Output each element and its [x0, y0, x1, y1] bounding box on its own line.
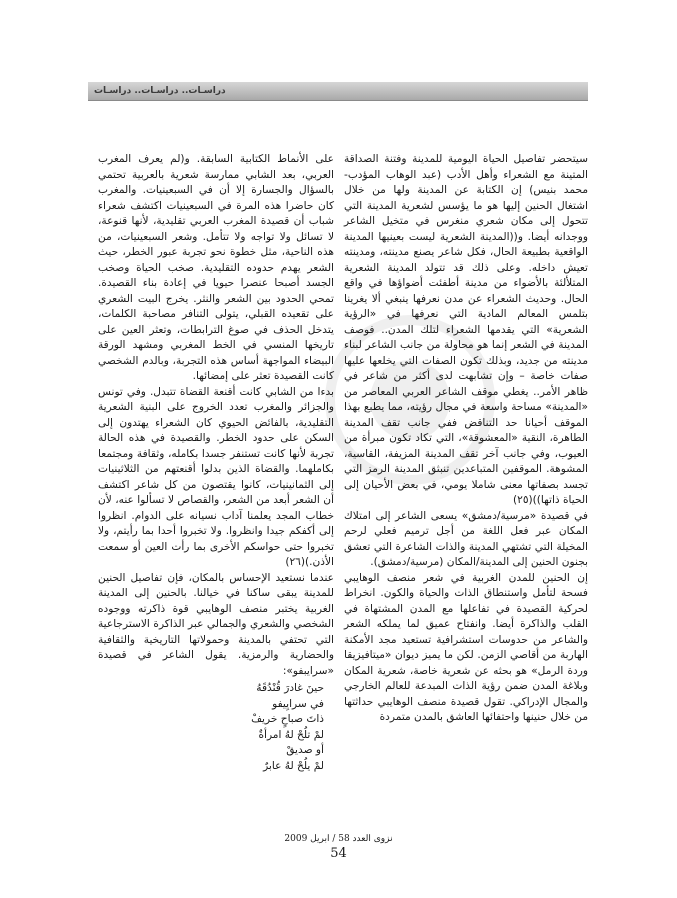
section-header-bar [88, 82, 588, 101]
page-number: 54 [330, 846, 347, 861]
poem-line: ذاتَ صباحٍ خريفْ [251, 713, 324, 725]
poem-line: حينَ غادرَ قُنْدُقَهُ [256, 682, 324, 694]
paragraph: سيتحضر تفاصيل الحياة اليومية للمدينة وفتنة الصداقة المتينة مع الشعراء وأهل الأدب (عبد الوهاب المؤدب- محمد بنيس) إن الكتابة عن المدينة ولها من خلال اشتغال الحنين إليها هو ما يؤسس لشعرية المدينة التي تتحول إلى مكان شعري منغرس في متخيل الشاعر ووجدانه أيضا. و((المدينة الشعرية ليست بعينيها المدينة الواقعية بطبيعة الحال، فكل شاعر يصنع مدينته، ومدينته تعيش داخله. وعلى ذلك قد تتولد المدينة الشعرية المتلألئة بالأضواء من مدينة أطفئت أضواؤها في واقع الحال. وحديث الشعراء عن مدن نعرفها ينبغي ألا يغرينا بتلمس المعالم المادية التي نعرفها في «الرؤية الشعرية» التي يقدمها الشعراء لتلك المدن.. فوصف المدينة في الشعر إنما هو محاولة من جانب الشاعر لبناء مدينته من جديد، وبذلك تكون الصفات التي يخلعها عليها صفات خاصة – وإن تشابهت لدى أكثر من شاعر في ظاهر الأمر.. يغطي موقف الشاعر العربي المعاصر من «المدينة» مساحة واسعة في مجال رؤيته، مما يطبع بهذا الموقف أحيانا حد التناقض ففي جانب تقف المدينة الطاهرة، النقية «المعشوقة»، التي تكاد تكون مبرأة من العيوب، وفي جانب آخر تقف المدينة المزيفة، القاسية، المشوهة. الموقفين المتباعدين تنبثق المدينة الرمز التي تجسد بصفاتها معنى شاملا يومي، في بعض الأحيان إلى الحياة ذاتها))(٢٥) [344, 153, 588, 506]
poem-line: لمْ يلُحْ لهُ عابرٌ [263, 759, 324, 772]
article-column-right [344, 152, 588, 726]
paragraph: في قصيدة «مرسية/دمشق» يسعى الشاعر إلى امتلاك المكان عبر فعل اللغة من أجل ترميم فعلي لرحم المخيلة التي تشتهي المدينة والذات الشاعرة التي تعشق بجنون الحنين إلى المدينة/المكان (مرسية/دمشق). [344, 509, 588, 568]
poem-excerpt [98, 681, 334, 774]
poem-line: أو صديقْ [286, 744, 324, 756]
section-label: دراسـات.. دراسـات.. دراسـات [94, 86, 226, 96]
article-column-left [98, 152, 334, 774]
poem-line: لمْ تلُحْ لهُ امرأةٌ [258, 728, 324, 741]
issue-info: نزوى العدد 58 / ابريل 2009 [284, 834, 393, 844]
paragraph: إن الحنين للمدن الغربية في شعر منصف الوهايبي فسحة لتأمل واستنطاق الذات والحياة والكون. انخراط لحركية القصيدة في تفاعلها مع المدن المشتهاة في القلب والذاكرة أيضا. وانفتاح عميق لما يملكه الشعر والشاعر من حدوسات استشرافية تستعيد مجد الأمكنة الهاربة من أقاصي الزمن. لكن ما يميز ديوان «ميتافيزيقا وردة الرمل» هو بحثه عن شعرية خاصة، شعرية المكان وبلاغة المدن ضمن رؤية الذات المبدعة للعالم الخارجي والمجال الإدراكي. تقول قصيدة منصف الوهايبي حداثتها من خلال حنينها واحتفائها العاشق بالمدن متمردة [344, 571, 588, 723]
poem-line: في سرايِيفو [272, 697, 324, 710]
paragraph: بدءا من الشابي كانت أقنعة القضاة تتبدل. وفي تونس والجزائر والمغرب تعدد الخروج على البنية الشعرية التقليدية، بالفائض الحيوي كان الشعراء يهتدون إلى السكن على حدود الخطر. والقصيدة في هذه الحالة تجربة لأنها كانت تستنفر جسدا بكامله، وثقافة ومجتمعا بكاملهما. والقضاة الذين بدلوا أقنعتهم من الثلاثينيات إلى الثمانينيات، كانوا يقتصون من كل شاعر اكتشف أن الشعر أبعد من الشعر، والقصاص لا تسألوا عنه، لأن خطاب المجد يعلمنا آداب نسيانه على الدوام. انظروا إلى أكفكم جيدا وانظروا. ولا تخبروا أحدا بما رأيتم، ولا تخبروا حتى حواسكم الأخرى بما رأت العين أو سمعت الأذن.)(٢٦) [98, 385, 334, 568]
paragraph: عندما نستعيد الإحساس بالمكان، فإن تفاصيل الحنين للمدينة يبقى ساكنا في خيالنا. بالحنين إلى المدينة الغربية يختبر منصف الوهايبي قوة ذاكرته ووجوده الشخصي والشعري والجمالي عبر الذاكرة الاسترجاعية التي تحتفي بالمدينة وحمولاتها التاريخية والثقافية والحضارية والرمزية. يقول الشاعر في قصيدة «سرايبفو»: [98, 571, 334, 677]
paragraph: على الأنماط الكتابية السابقة. و(لم يعرف المغرب العربي، بعد الشابي ممارسة شعرية بالعربية تحتمي بالسؤال والجسارة إلا أن في السبعينيات. والمغرب كان حاضرا هذه المرة في السبعينيات اكتشف شعراء شباب أن قصيدة المغرب العربي تقليدية، لأنها قنوعة، لا تسائل ولا تواجه ولا تتأمل. وشعر السبعينيات، من هذه الناحية، مثل خطوة نحو تجربة عبور الخطر، حيث الشعر يهدم حدوده التقليدية. صخب الحياة وصخب الجسد أصبحا عنصرا حيويا في إعادة بناء القصيدة. تمحي الحدود بين الشعر والنثر. يخرج البيت الشعري على تقعيده القبلي، يتولى التنافر مصاحبة الكلمات، يتدخل الحذف في صوغ الترابطات، وتعثر العين على تاريخها المنسي في الخط المغربي ومشهد الورقة البيضاء المواجهة أساس هذه التجربة، وبالدم الشخصي كانت القصيدة تعثر على إمضائها. [98, 153, 334, 382]
